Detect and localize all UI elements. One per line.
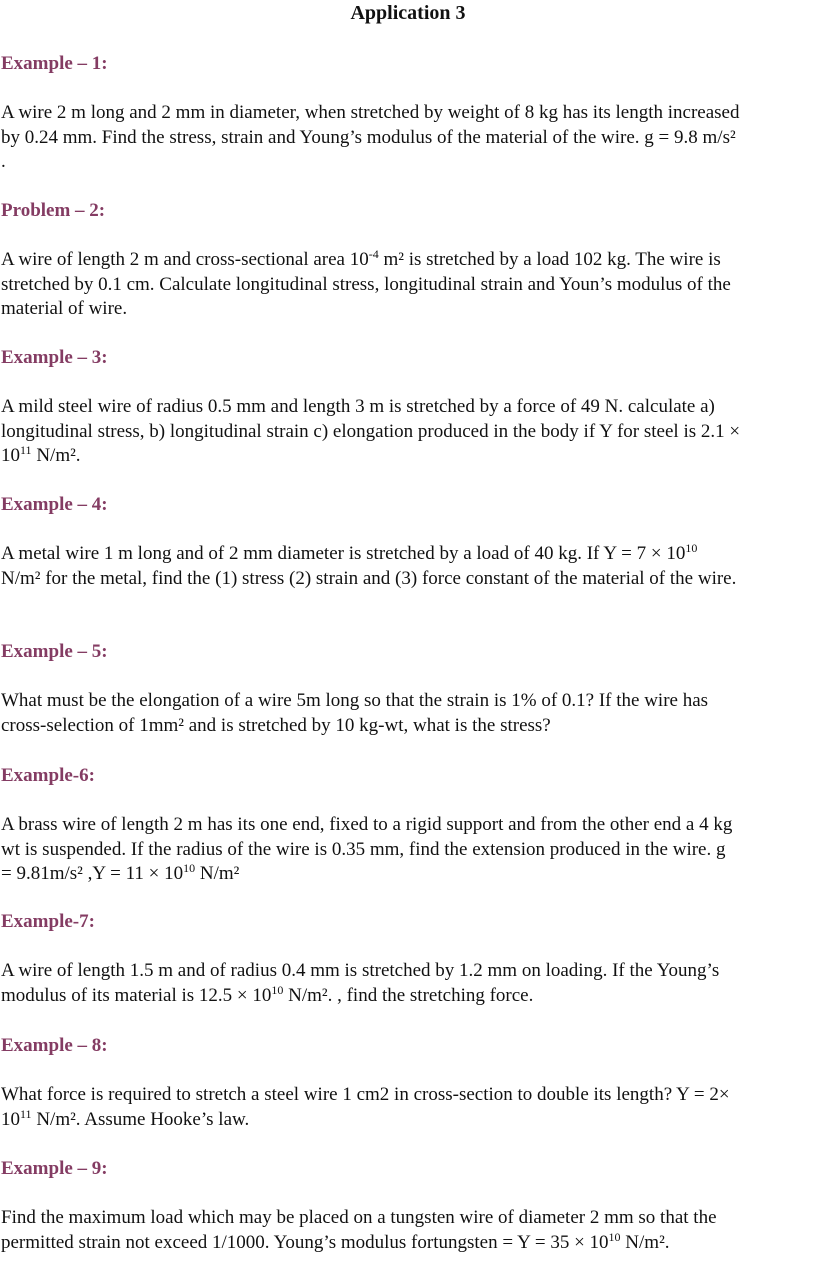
example-4-heading: Example – 4: — [1, 494, 108, 515]
problem-2-text — [1, 248, 816, 322]
text-line: cross-selection of 1mm² and is stretched by 10 kg-wt, what is the stress? — [1, 714, 551, 736]
example-3-text — [1, 395, 816, 469]
page-title: Application 3 — [350, 2, 466, 24]
text-line: = 9.81m/s² $,Y = 11 \times 10^{10}$ N/m² — [1, 861, 240, 884]
example-8-text — [1, 1083, 816, 1132]
example-6-text — [1, 813, 816, 887]
text-line: A brass wire of length 2 m has its one end, fixed to a rigid support and from the other end a 4 kg — [1, 814, 733, 835]
text-line: N/m² for the metal, find the (1) stress (2) strain and (3) force constant of the material of the wire. — [1, 567, 737, 589]
superscript-exponent: 10 — [271, 982, 284, 997]
text-line: A wire of length 1.5 m and of radius 0.4 mm is stretched by 1.2 mm on loading. If the Young’s — [1, 960, 720, 981]
text-line: modulus of its material is $12.5 \times 10^{10}$ N/m². , find the stretching force. — [1, 982, 534, 1006]
example-5-heading: Example – 5: — [1, 641, 108, 662]
text-line: What must be the elongation of a wire 5m long so that the strain is 1% of 0.1? If the wire has — [1, 690, 709, 711]
example-9-heading: Example – 9: — [1, 1158, 108, 1179]
text-line: A wire of length 2 m and cross-sectional area $10^{-4}$ m² is stretched by a load 102 kg. The wire is — [1, 247, 721, 270]
text-line: $10^{11}$ N/m². — [1, 443, 81, 466]
text-line: What force is required to stretch a steel wire 1 cm2 in cross-section to double its length? Y = 2× — [1, 1084, 730, 1105]
superscript-exponent: 10 — [685, 541, 698, 555]
superscript-exponent: 10 — [183, 861, 196, 875]
text-line: A wire 2 m long and 2 mm in diameter, when stretched by weight of 8 kg has its length increased — [1, 102, 740, 123]
text-line: A metal wire 1 m long and of 2 mm diameter is stretched by a load of 40 kg. If $Y = 7 \times 10^{10}$ — [1, 541, 698, 564]
text-line: longitudinal stress, b) longitudinal strain c) elongation produced in the body if Y for steel is 2.1 × — [1, 420, 741, 442]
example-5-text — [1, 689, 816, 738]
example-6-heading: Example-6: — [1, 765, 95, 786]
text-line: stretched by 0.1 cm. Calculate longitudinal stress, longitudinal strain and Youn’s modulus of the — [1, 273, 731, 295]
example-4-text — [1, 542, 816, 591]
text-line: by 0.24 mm. Find the stress, strain and Young’s modulus of the material of the wire. g = 9.8 m/s² — [1, 126, 736, 148]
text-line: $10^{11}$ N/m². Assume Hooke’s law. — [1, 1106, 250, 1130]
superscript-exponent: 10 — [608, 1229, 621, 1244]
superscript-exponent: 11 — [20, 443, 32, 457]
text-line: A mild steel wire of radius 0.5 mm and length 3 m is stretched by a force of 49 N. calculate a) — [1, 396, 715, 417]
superscript-exponent: 11 — [20, 1106, 32, 1121]
example-1-heading: Example – 1: — [1, 53, 108, 74]
example-7-heading: Example-7: — [1, 911, 95, 932]
text-line: wt is suspended. If the radius of the wire is 0.35 mm, find the extension produced in the wire. g — [1, 838, 726, 860]
example-9-text — [1, 1206, 816, 1255]
example-8-heading: Example – 8: — [1, 1035, 108, 1056]
example-1-text — [1, 101, 816, 175]
text-line: permitted strain not exceed 1/1000. Young’s modulus fortungsten = $Y = 35 \times 10^{10}$ N/m². — [1, 1229, 670, 1253]
superscript-exponent: -4 — [368, 247, 379, 261]
text-line: Find the maximum load which may be placed on a tungsten wire of diameter 2 mm so that the — [1, 1207, 717, 1228]
text-line: . — [1, 151, 6, 172]
problem-2-heading: Problem – 2: — [1, 200, 106, 221]
example-3-heading: Example – 3: — [1, 347, 108, 368]
text-line: material of wire. — [1, 298, 128, 319]
example-7-text — [1, 959, 816, 1008]
